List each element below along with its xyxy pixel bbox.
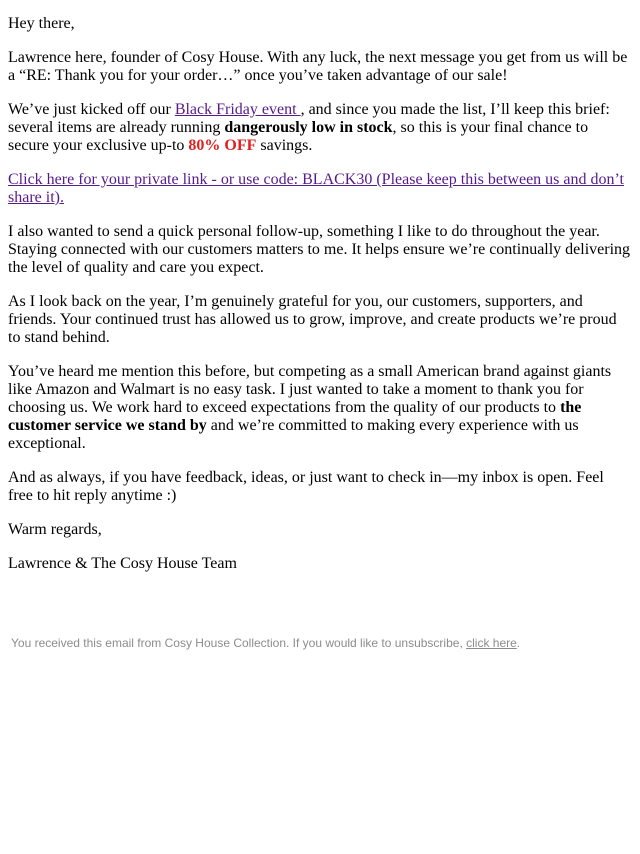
signature: Lawrence & The Cosy House Team — [8, 555, 237, 572]
footer-text: You received this email from Cosy House Collection. If you would like to unsubscribe, — [11, 636, 467, 650]
intro-paragraph: Lawrence here, founder of Cosy House. With any luck, the next message you get from us will be a “RE: Thank you for your order…” once you’ve taken advantage of our sale! — [8, 49, 628, 84]
closing: Warm regards, — [8, 521, 102, 538]
greeting: Hey there, — [8, 15, 75, 32]
private-link[interactable]: Click here for your private link - or use code: BLACK30 (Please keep this between us and don’t share it). — [8, 171, 624, 206]
email-footer — [11, 636, 631, 651]
brand-text-after: and we’re committed to making every experience with us exceptional. — [8, 417, 579, 452]
sale-paragraph — [8, 101, 632, 155]
brand-paragraph — [8, 363, 632, 453]
sale-text-end: savings. — [256, 137, 313, 154]
followup-paragraph: I also wanted to send a quick personal follow-up, something I like to do throughout the year. Staying connected with our customers matters to me. It helps ensure we’re continually delivering the level of quality and care you expect. — [8, 223, 631, 276]
sale-text-after: , so this is your final chance to secure your exclusive up-to — [8, 119, 589, 154]
sale-text-middle: , and since you made the list, I’ll keep this brief: several items are already running — [8, 101, 610, 136]
brand-text-before: You’ve heard me mention this before, but competing as a small American brand against giants like Amazon and Walmart is no easy task. I just wanted to take a moment to thank you for choosing us. We work hard to exceed expectations from the quality of our products to — [8, 363, 612, 416]
low-stock-emphasis: dangerously low in stock — [224, 119, 393, 136]
sale-text-before: We’ve just kicked off our — [8, 101, 175, 118]
discount-highlight: 80% OFF — [188, 137, 257, 154]
unsubscribe-link[interactable]: click here — [466, 636, 517, 650]
footer-end: . — [516, 636, 521, 650]
email-body — [8, 15, 632, 589]
feedback-paragraph: And as always, if you have feedback, ideas, or just want to check in—my inbox is open. Feel free to hit reply anytime :) — [8, 469, 604, 504]
customer-service-emphasis: the customer service we stand by — [8, 399, 582, 434]
black-friday-link[interactable]: Black Friday event — [174, 101, 301, 118]
gratitude-paragraph: As I look back on the year, I’m genuinely grateful for you, our customers, supporters, and friends. Your continued trust has allowed us to grow, improve, and create products we’re proud to stand behind. — [8, 293, 617, 346]
promo-paragraph — [8, 171, 632, 207]
